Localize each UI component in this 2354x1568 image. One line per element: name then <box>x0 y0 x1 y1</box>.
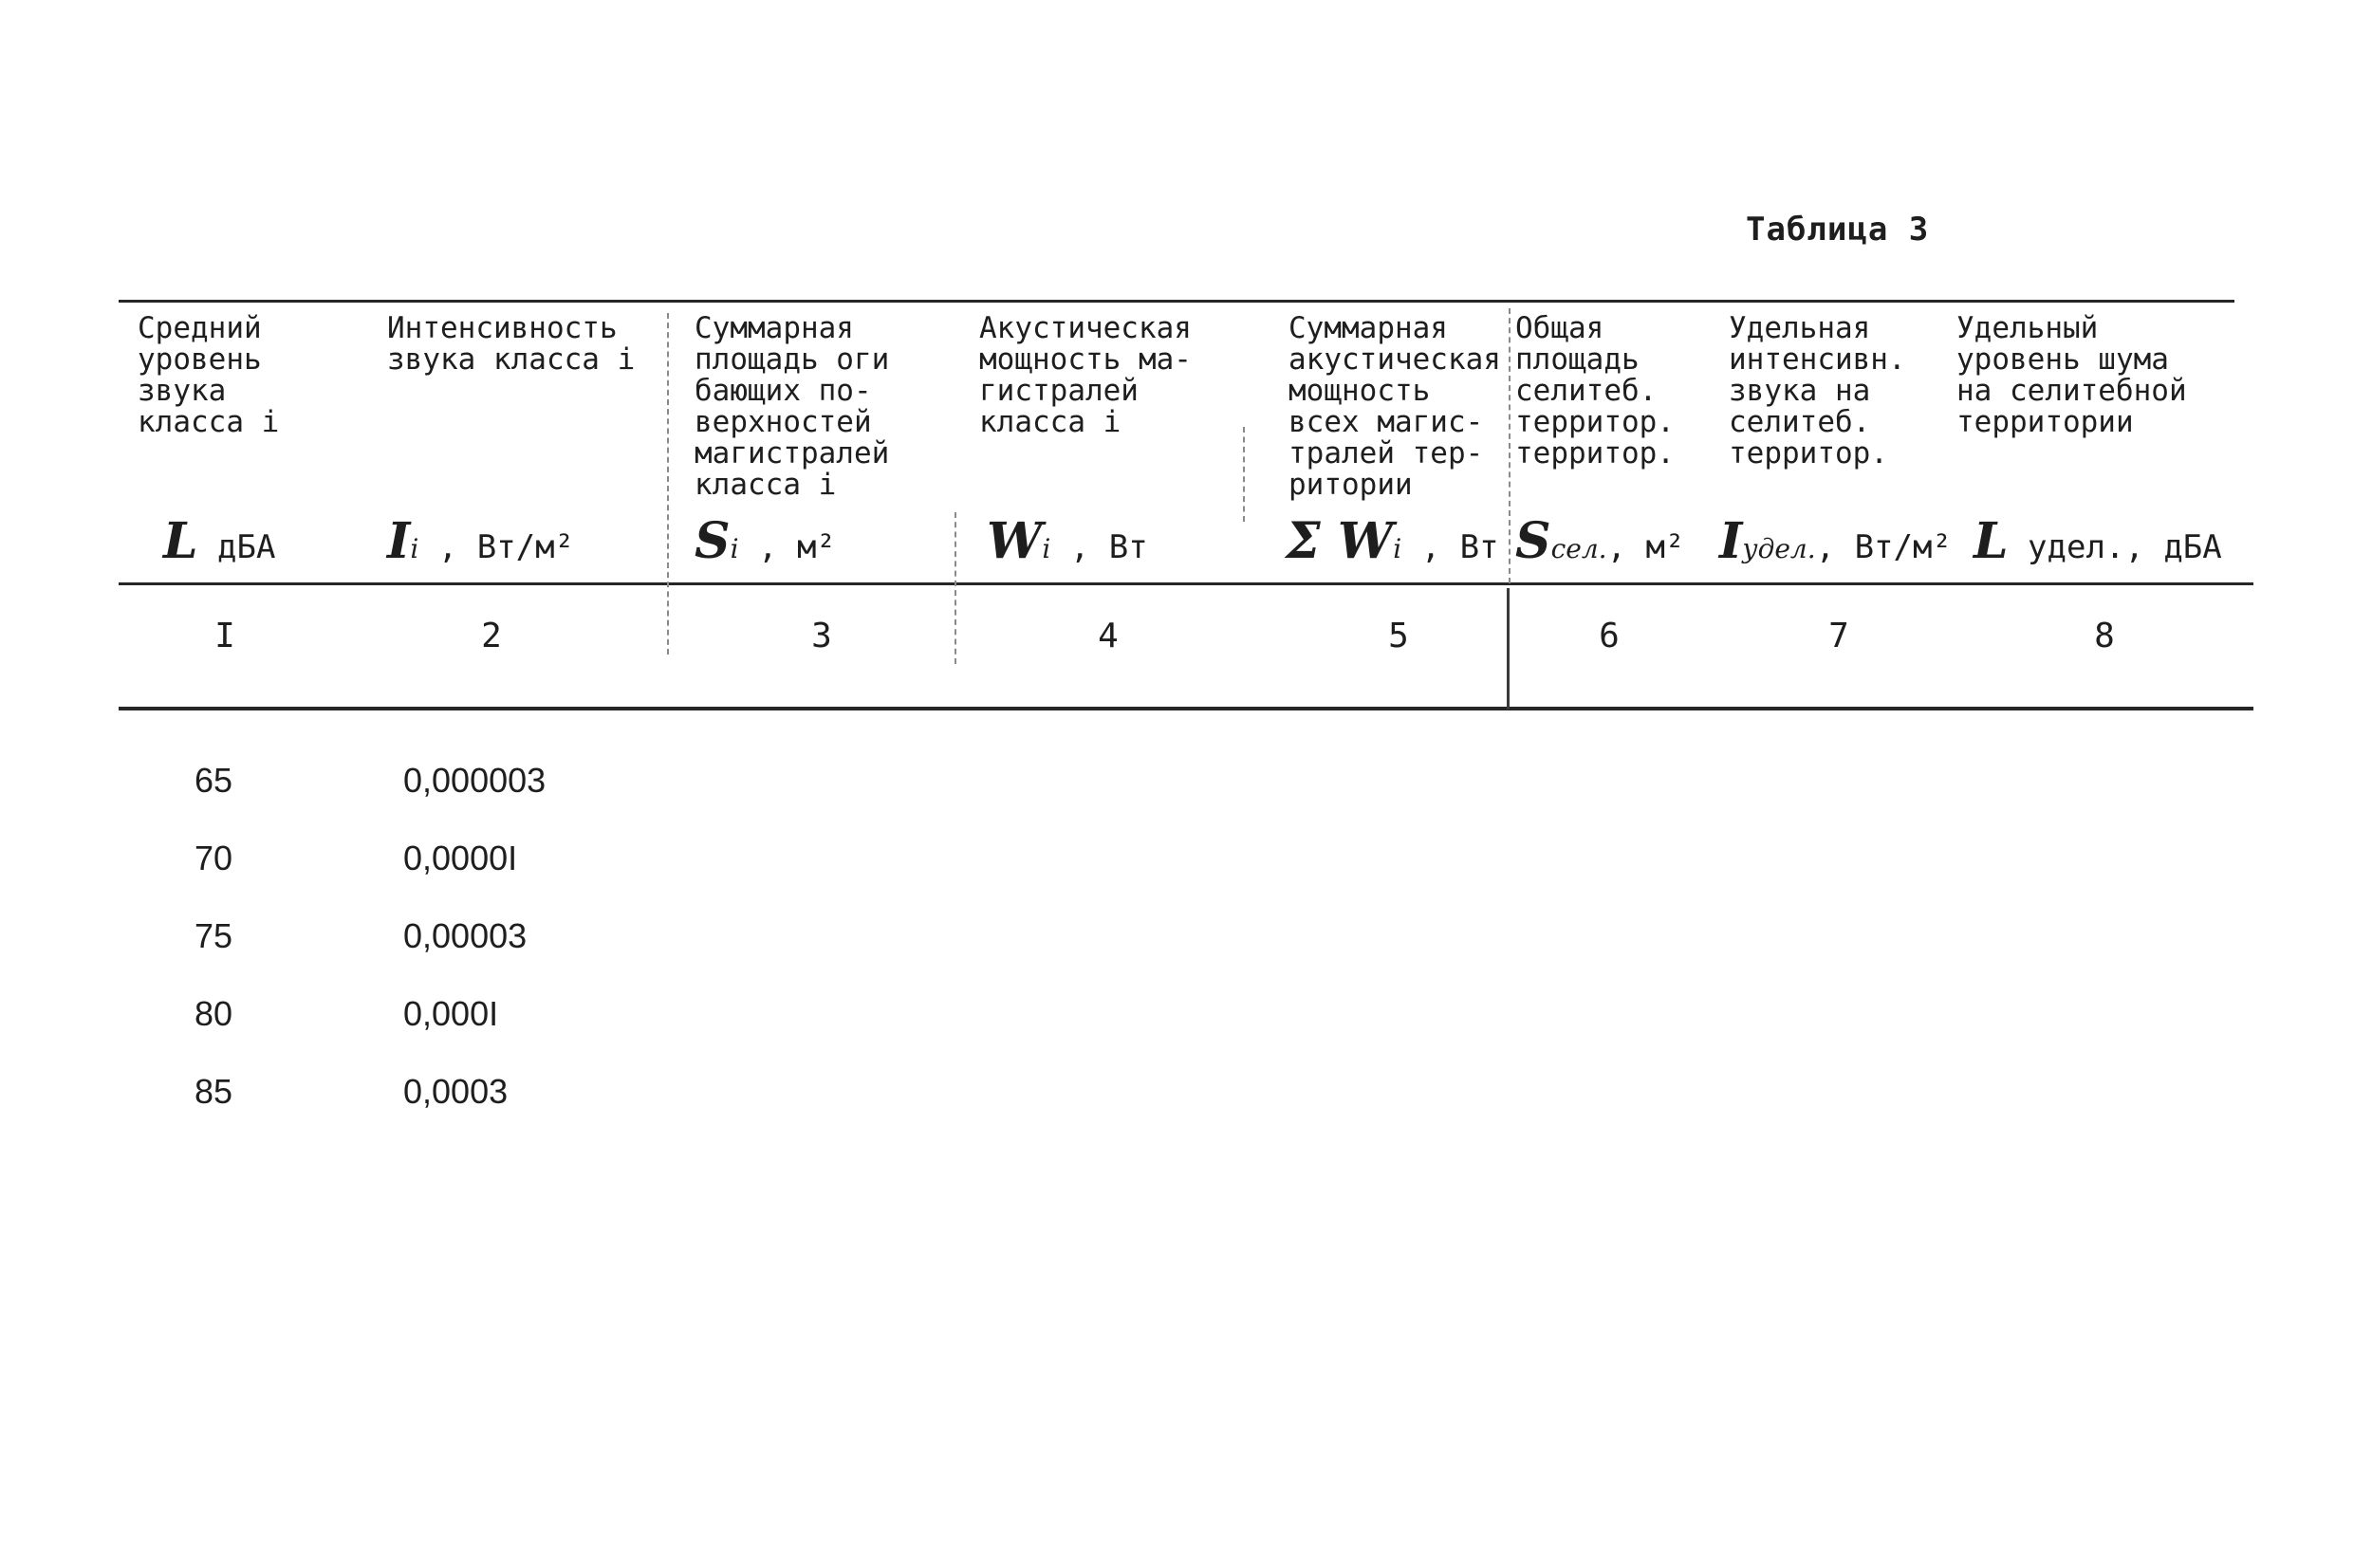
cell-level: 65 <box>195 761 233 800</box>
column-number-5: 5 <box>1388 617 1409 655</box>
symbol-col-3 <box>695 512 836 570</box>
symbol-letter: L <box>163 512 198 570</box>
cell-intensity: 0,000003 <box>403 761 547 800</box>
column-number-3: 3 <box>811 617 832 655</box>
symbol-unit: , Вт <box>1069 528 1148 566</box>
numbers-bottom-rule <box>119 707 2253 710</box>
column-separator <box>955 512 956 664</box>
header-col-5: Суммарная акустическая мощность всех магис- тралей тер- ритории <box>1288 311 1501 502</box>
symbol-col-2 <box>387 512 574 570</box>
symbol-subscript: i <box>1393 533 1402 564</box>
symbol-unit: , Вт <box>1420 528 1499 566</box>
cell-level: 70 <box>195 839 233 877</box>
symbol-unit: , Вт/м² <box>437 528 575 566</box>
column-number-6: 6 <box>1599 617 1620 655</box>
symbol-unit: дБА <box>217 528 276 566</box>
symbol-letter: L <box>1974 512 2009 570</box>
symbol-letter: S <box>695 512 731 570</box>
table-top-rule <box>119 300 2234 303</box>
header-col-3: Суммарная площадь оги бающих по- верхностей магистралей класса i <box>695 311 890 502</box>
cell-level: 85 <box>195 1072 233 1111</box>
header-col-4: Акустическая мощность ма- гистралей класса i <box>979 311 1192 439</box>
cell-intensity: 0,0003 <box>403 1072 509 1111</box>
header-col-6: Общая площадь селитеб. территор. территор. <box>1515 311 1675 470</box>
column-number-7: 7 <box>1828 617 1849 655</box>
column-number-2: 2 <box>481 617 502 655</box>
column-separator <box>667 313 669 655</box>
column-number-1: I <box>214 617 235 655</box>
symbol-subscript: i <box>730 533 739 564</box>
header-col-7: Удельная интенсивн. звука на селитеб. территор. <box>1729 311 1906 470</box>
symbol-letter: S <box>1515 512 1551 570</box>
symbol-letter: I <box>1719 512 1743 570</box>
symbol-col-6 <box>1515 512 1684 570</box>
header-bottom-rule <box>119 582 2253 585</box>
symbol-col-4 <box>987 512 1148 570</box>
symbol-subscript: i <box>1042 533 1051 564</box>
column-number-4: 4 <box>1098 617 1119 655</box>
column-separator <box>1507 588 1510 710</box>
symbol-letter: Σ W <box>1286 512 1394 570</box>
cell-intensity: 0,000I <box>403 994 499 1033</box>
cell-intensity: 0,0000I <box>403 839 518 877</box>
symbol-subscript: сел. <box>1550 533 1607 564</box>
symbol-unit: , м² <box>758 528 836 566</box>
symbol-letter: W <box>987 512 1043 570</box>
cell-level: 75 <box>195 916 233 955</box>
symbol-col-1 <box>163 512 275 570</box>
symbol-unit: , Вт/м² <box>1815 528 1952 566</box>
symbol-letter: I <box>387 512 411 570</box>
symbol-subscript: i <box>410 533 419 564</box>
symbol-subscript: удел. <box>1742 533 1816 564</box>
symbol-col-5 <box>1286 512 1499 570</box>
cell-level: 80 <box>195 994 233 1033</box>
symbol-col-8 <box>1974 512 2222 570</box>
symbol-unit: , м² <box>1606 528 1685 566</box>
symbol-unit: удел., дБА <box>2008 528 2222 566</box>
header-col-2: Интенсивность звука класса i <box>387 311 636 377</box>
table-caption: Таблица 3 <box>1746 211 1930 249</box>
cell-intensity: 0,00003 <box>403 916 528 955</box>
symbol-col-7 <box>1719 512 1952 570</box>
column-separator <box>1509 308 1511 583</box>
column-number-8: 8 <box>2094 617 2115 655</box>
header-col-8: Удельный уровень шума на селитебной территории <box>1956 311 2187 439</box>
column-separator <box>1243 427 1245 522</box>
header-col-1: Средний уровень звука класса i <box>138 311 280 439</box>
